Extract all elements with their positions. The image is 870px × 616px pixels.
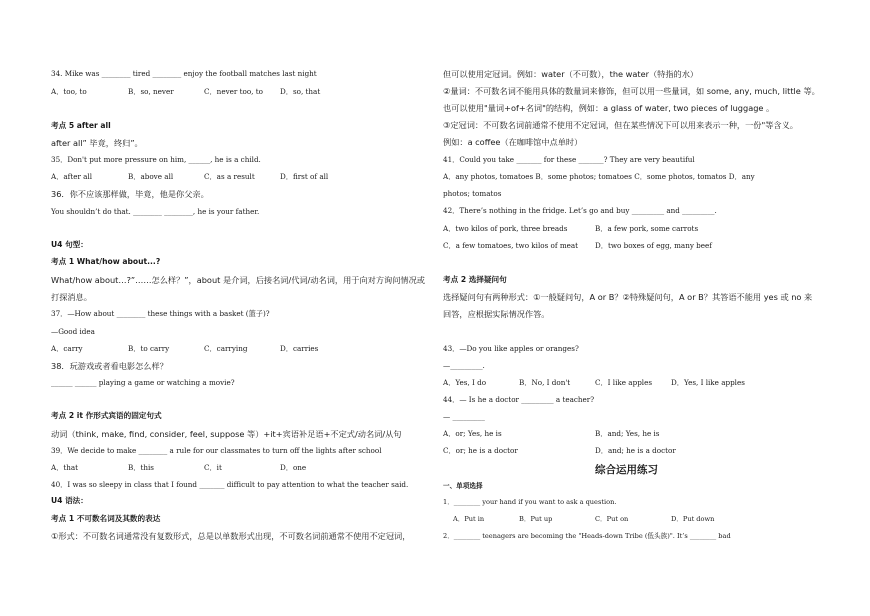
practice-question-1-options bbox=[443, 514, 823, 524]
option-b: B．so, never bbox=[128, 87, 174, 96]
question-39: 39．We decide to make ________ a rule for our classmates to turn off the lights after school bbox=[51, 446, 382, 455]
option-b: B．Put up bbox=[519, 515, 553, 523]
question-41-options-line1: A．any photos, tomatoes B．some photos; tomatoes C．some photos, tomatos D．any bbox=[443, 172, 755, 181]
question-44-options-row1 bbox=[443, 429, 823, 439]
option-b: B．and; Yes, he is bbox=[595, 429, 660, 438]
question-37: 37．—How about ________ these things with a basket (篮子)? bbox=[51, 309, 270, 318]
question-42: 42．There’s nothing in the fridge. Let’s go and buy _________ and _________. bbox=[443, 206, 717, 215]
option-b: B．No, I don't bbox=[519, 378, 571, 387]
question-44-reply: — _________ bbox=[443, 412, 485, 421]
question-36-english: You shouldn’t do that. ________ ________, he is your father. bbox=[51, 207, 260, 216]
section-title: 综合运用练习 bbox=[595, 464, 658, 476]
kp2-title: 考点 2 it 作形式宾语的固定句式 bbox=[51, 411, 162, 420]
option-a: A．Put in bbox=[453, 515, 485, 523]
question-41-options-line2: photos; tomatos bbox=[443, 189, 502, 198]
option-c: C．as a result bbox=[204, 172, 255, 181]
question-42-options-row2 bbox=[443, 241, 823, 251]
option-a: A．after all bbox=[51, 172, 93, 181]
kp5-definition: after all” 毕竟，终归”。 bbox=[51, 138, 143, 148]
question-34-options bbox=[51, 87, 431, 97]
option-d: D．carries bbox=[280, 344, 319, 353]
question-43: 43．—Do you like apples or oranges? bbox=[443, 344, 579, 353]
question-36: 36．你不应该那样做，毕竟，他是你父亲。 bbox=[51, 189, 209, 199]
u4-sentence-heading: U4 句型： bbox=[51, 240, 88, 249]
option-b: B．this bbox=[128, 463, 154, 472]
question-44: 44．— Is he a doctor _________ a teacher? bbox=[443, 395, 595, 404]
question-41: 41．Could you take _______ for these _______? They are very beautiful bbox=[443, 155, 695, 164]
kp5-title: 考点 5 after all bbox=[51, 121, 111, 130]
note-line3: 也可以使用"量词+of+名词"的结构，例如：a glass of water, two pieces of luggage 。 bbox=[443, 103, 775, 113]
option-d: D．one bbox=[280, 463, 307, 472]
option-a: A．carry bbox=[51, 344, 83, 353]
kp1-definition-line2: 打探消息。 bbox=[51, 292, 92, 302]
option-b: B．to carry bbox=[128, 344, 170, 353]
option-d: D．first of all bbox=[280, 172, 329, 181]
question-43-options bbox=[443, 378, 823, 388]
kp2-title: 考点 2 选择疑问句 bbox=[443, 275, 507, 284]
option-c: C．Put on bbox=[595, 515, 629, 523]
option-d: D．so, that bbox=[280, 87, 321, 96]
option-d: D．Put down bbox=[671, 515, 715, 523]
question-42-options-row1 bbox=[443, 224, 823, 234]
option-c: C．a few tomatoes, two kilos of meat bbox=[443, 241, 579, 250]
option-a: A．two kilos of pork, three breads bbox=[443, 224, 568, 233]
note-line4: ③定冠词：不可数名词前通常不使用不定冠词，但在某些情况下可以用来表示一种，一份"等含义。 bbox=[443, 120, 798, 130]
question-37-options bbox=[51, 344, 431, 354]
option-c: C．or; he is a doctor bbox=[443, 446, 518, 455]
kp2-definition: 动词（think, make, find, consider, feel, suppose 等）+it+宾语补足语+不定式/动名词/从句 bbox=[51, 429, 402, 439]
kp2-definition-line1: 选择疑问句有两种形式：①一般疑问句，A or B？②特殊疑问句，A or B？其答语不能用 yes 或 no 来 bbox=[443, 292, 813, 302]
question-37-reply: —Good idea bbox=[51, 327, 95, 336]
option-b: B．a few pork, some carrots bbox=[595, 224, 699, 233]
question-38: 38．玩游戏或者看电影怎么样？ bbox=[51, 361, 168, 371]
option-a: A．that bbox=[51, 463, 79, 472]
option-d: D．Yes, I like apples bbox=[671, 378, 745, 387]
question-40: 40．I was so sleepy in class that I found _______ difficult to pay attention to what the teacher said. bbox=[51, 480, 409, 489]
option-d: D．two boxes of egg, many beef bbox=[595, 241, 712, 250]
option-a: A．too, to bbox=[51, 87, 87, 96]
part1-heading: 一、单项选择 bbox=[443, 482, 483, 490]
kp1b-title: 考点 1 不可数名词及其数的表达 bbox=[51, 514, 161, 523]
question-44-options-row2 bbox=[443, 446, 823, 456]
option-c: C．carrying bbox=[204, 344, 248, 353]
note-line1: 但可以使用定冠词。例如：water（不可数），the water（特指的水） bbox=[443, 69, 699, 79]
kp1-definition-line1: What/how about…?”……怎么样？”，about 是介词，后接名词/代词/动名词，用于向对方询问情况或 bbox=[51, 275, 425, 285]
option-c: C．it bbox=[204, 463, 222, 472]
note-line5: 例如：a coffee（在咖啡馆中点单时） bbox=[443, 137, 583, 147]
practice-question-1: 1．________ your hand if you want to ask a question. bbox=[443, 498, 617, 506]
note-line2: ②量词：不可数名词不能用具体的数量词来修饰，但可以用一些量词，如 some, any, much, little 等。 bbox=[443, 86, 820, 96]
option-a: A．or; Yes, he is bbox=[443, 429, 502, 438]
option-c: C．never too, to bbox=[204, 87, 263, 96]
option-a: A．Yes, I do bbox=[443, 378, 487, 387]
kp2-definition-line2: 回答，应根据实际情况作答。 bbox=[443, 309, 550, 319]
option-c: C．I like apples bbox=[595, 378, 653, 387]
question-38-english: ______ ______ playing a game or watching a movie? bbox=[51, 378, 235, 387]
question-39-options bbox=[51, 463, 431, 473]
question-34: 34. Mike was ________ tired ________ enjoy the football matches last night bbox=[51, 69, 317, 78]
kp1-title: 考点 1 What/how about...? bbox=[51, 257, 161, 266]
kp1b-definition: ①形式：不可数名词通常没有复数形式，总是以单数形式出现，不可数名词前通常不使用不定冠词， bbox=[51, 531, 411, 541]
question-35: 35．Don't put more pressure on him, ______, he is a child. bbox=[51, 155, 261, 164]
practice-question-2: 2．________ teenagers are becoming the "Heads-down Tribe (低头族)". It’s ________ bad bbox=[443, 532, 731, 540]
option-b: B．above all bbox=[128, 172, 174, 181]
u4-grammar-heading: U4 语法： bbox=[51, 496, 88, 505]
question-35-options bbox=[51, 172, 431, 182]
question-43-reply: —_________. bbox=[443, 361, 485, 370]
option-d: D．and; he is a doctor bbox=[595, 446, 676, 455]
